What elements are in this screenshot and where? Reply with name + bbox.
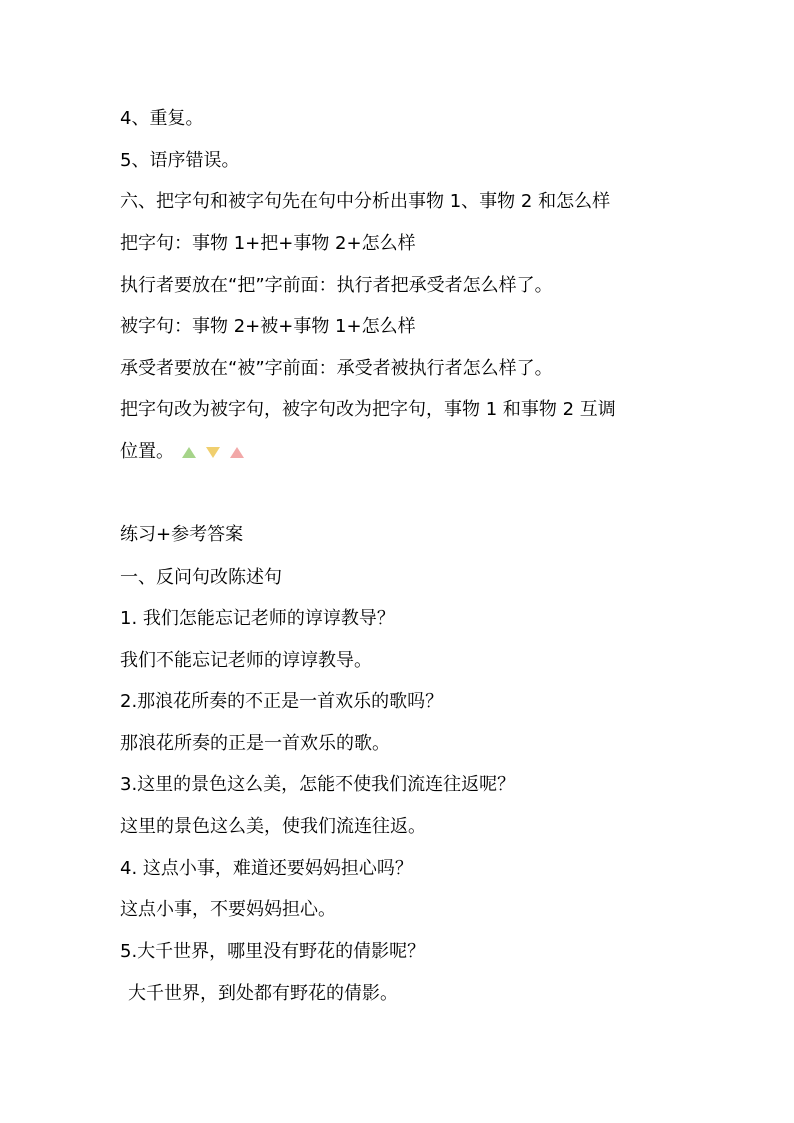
question-4: 4. 这点小事，难道还要妈妈担心吗？ [120,858,413,879]
conversion-rule-continued [120,440,254,464]
conversion-rule: 把字句改为被字句，被字句改为把字句，事物 1 和事物 2 互调 [120,399,616,420]
answer-3: 这里的景色这么美，使我们流连往返。 [120,816,426,837]
triangle-down-icon [206,447,220,458]
answer-2: 那浪花所奏的正是一首欢乐的歌。 [120,733,390,754]
rule-item-word-order: 5、语序错误。 [120,150,240,171]
answer-1: 我们不能忘记老师的谆谆教导。 [120,650,372,671]
decorative-triangles [182,440,254,464]
question-1: 1. 我们怎能忘记老师的谆谆教导？ [120,608,395,629]
answer-5: 大千世界，到处都有野花的倩影。 [128,983,398,1004]
practice-subheading: 一、反问句改陈述句 [120,567,282,588]
triangle-up-icon [230,447,244,458]
question-5: 5.大千世界，哪里没有野花的倩影呢？ [120,941,426,962]
bei-sentence-explanation: 承受者要放在“被”字前面：承受者被执行者怎么样了。 [120,358,553,379]
question-3: 3.这里的景色这么美，怎能不使我们流连往返呢？ [120,774,516,795]
ba-sentence-formula: 把字句：事物 1+把+事物 2+怎么样 [120,233,416,254]
rule-item-repetition: 4、重复。 [120,108,204,129]
ba-sentence-explanation: 执行者要放在“把”字前面：执行者把承受者怎么样了。 [120,275,553,296]
bei-sentence-formula: 被字句：事物 2+被+事物 1+怎么样 [120,316,416,337]
answer-4: 这点小事，不要妈妈担心。 [120,899,336,920]
triangle-up-icon [182,447,196,458]
rule-heading-ba-bei: 六、把字句和被字句先在句中分析出事物 1、事物 2 和怎么样 [120,191,611,212]
practice-heading: 练习+参考答案 [120,524,244,545]
conversion-rule-tail: 位置。 [120,441,174,462]
question-2: 2.那浪花所奏的不正是一首欢乐的歌吗？ [120,691,444,712]
